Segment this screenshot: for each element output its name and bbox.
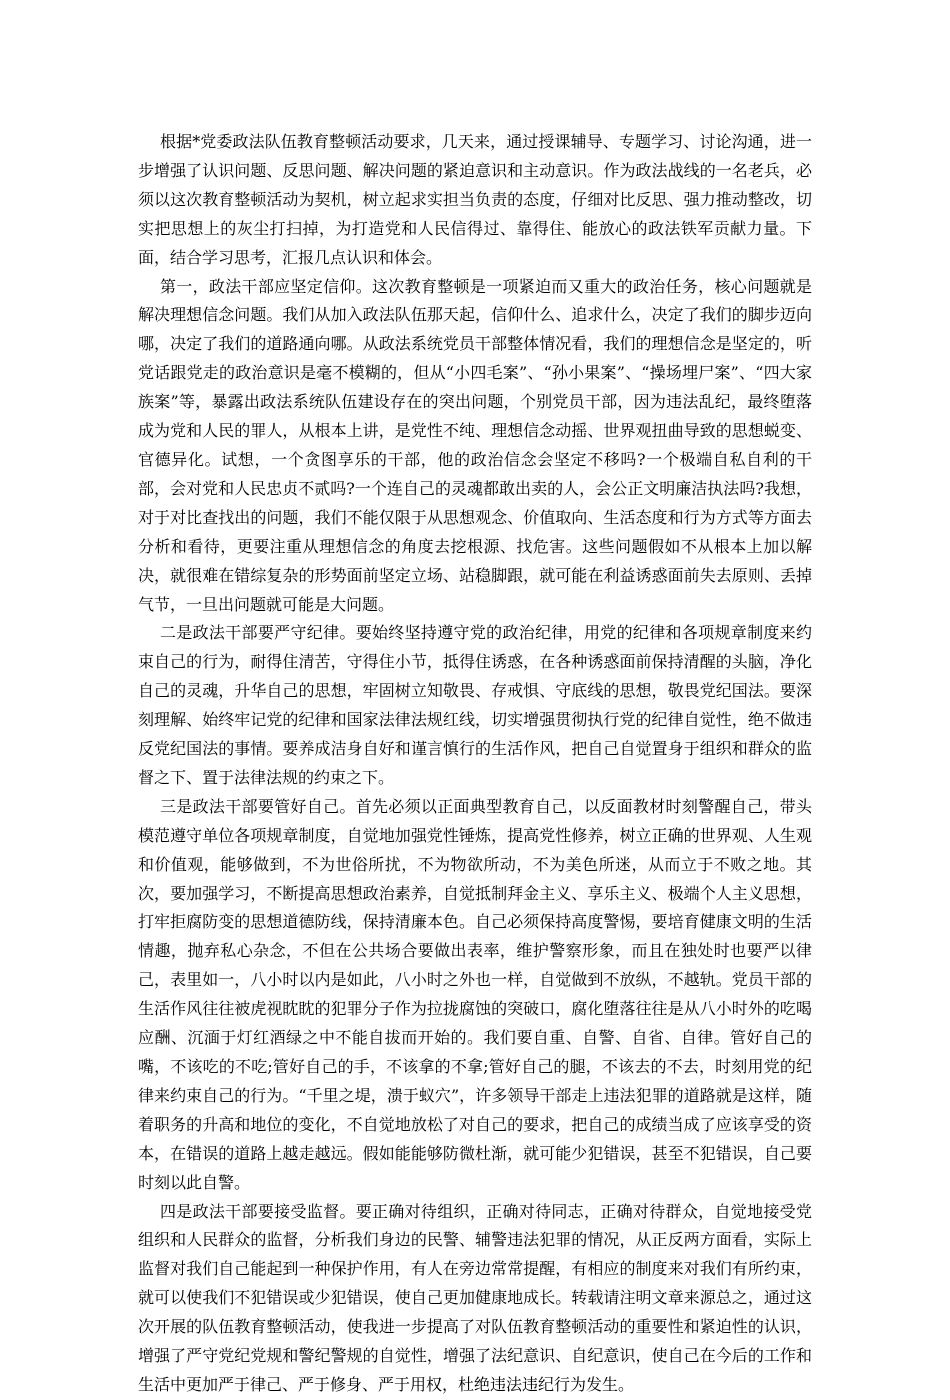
paragraph-firm-belief: 第一，政法干部应坚定信仰。这次教育整顿是一项紧迫而又重大的政治任务，核心问题就是解决理想信念问题。我们从加入政法队伍那天起，信仰什么、追求什么，决定了我们的脚步迈向哪，决定了我们的道路通向哪。从政法系统党员干部整体情况看，我们的理想信念是坚定的，听党话跟党走的政治意识是毫不模糊的，但从“小四毛案”、“孙小果案”、“操场埋尸案”、“四大家族案”等，暴露出政法系统队伍建设存在的突出问题，个别党员干部，因为违法乱纪，最终堕落成为党和人民的罪人，从根本上讲，是党性不纯、理想信念动摇、世界观扭曲导致的思想蜕变、官德异化。试想，一个贪图享乐的干部，他的政治信念会坚定不移吗?一个极端自私自利的干部，会对党和人民忠贞不贰吗?一个连自己的灵魂都敢出卖的人，会公正文明廉洁执法吗?我想，对于对比查找出的问题，我们不能仅限于从思想观念、价值取向、生活态度和行为方式等方面去分析和看待，更要注重从理想信念的角度去挖根源、找危害。这些问题假如不从根本上加以解决，就很难在错综复杂的形势面前坚定立场、站稳脚跟，就可能在利益诱惑面前失去原则、丢掉气节，一旦出问题就可能是大问题。 <box>138 276 812 614</box>
document-body <box>138 128 812 1400</box>
paragraph-intro: 根据*党委政法队伍教育整顿活动要求，几天来，通过授课辅导、专题学习、讨论沟通，进一步增强了认识问题、反思问题、解决问题的紧迫意识和主动意识。作为政法战线的一名老兵，必须以这次教育整顿活动为契机，树立起求实担当负责的态度，仔细对比反思、强力推动整改，切实把思想上的灰尘打扫掉，为打造党和人民信得过、靠得住、能放心的政法铁军贡献力量。下面，结合学习思考，汇报几点认识和体会。 <box>138 132 812 267</box>
paragraph-self-management: 三是政法干部要管好自己。首先必须以正面典型教育自己，以反面教材时刻警醒自己，带头模范遵守单位各项规章制度，自觉地加强党性锤炼，提高党性修养，树立正确的世界观、人生观和价值观，能够做到，不为世俗所扰，不为物欲所动，不为美色所迷，从而立于不败之地。其次，要加强学习，不断提高思想政治素养，自觉抵制拜金主义、享乐主义、极端个人主义思想，打牢拒腐防变的思想道德防线，保持清廉本色。自己必须保持高度警惕，要培育健康文明的生活情趣，抛弃私心杂念，不但在公共场合要做出表率，维护警察形象，而且在独处时也要严以律己，表里如一，八小时以内是如此，八小时之外也一样，自觉做到不放纵，不越轨。党员干部的生活作风往往被虎视眈眈的犯罪分子作为拉拢腐蚀的突破口，腐化堕落往往是从八小时外的吃喝应酬、沉湎于灯红酒绿之中不能自拔而开始的。我们要自重、自警、自省、自律。管好自己的嘴，不该吃的不吃;管好自己的手，不该拿的不拿;管好自己的腿，不该去的不去，时刻用党的纪律来约束自己的行为。“千里之堤，溃于蚁穴”，许多领导干部走上违法犯罪的道路就是这样，随着职务的升高和地位的变化，不自觉地放松了对自己的要求，把自己的成绩当成了应该享受的资本，在错误的道路上越走越远。假如能能够防微杜渐，就可能少犯错误，甚至不犯错误，自己要时刻以此自警。 <box>138 796 812 1192</box>
paragraph-accept-supervision: 四是政法干部要接受监督。要正确对待组织，正确对待同志，正确对待群众，自觉地接受党组织和人民群众的监督，分析我们身边的民警、辅警违法犯罪的情况，从正反两方面看，实际上监督对我们自己能起到一种保护作用，有人在旁边常常提醒，有相应的制度来对我们有所约束，就可以使我们不犯错误或少犯错误，使自己更加健康地成长。转载请注明文章来源总之，通过这次开展的队伍教育整顿活动，使我进一步提高了对队伍教育整顿活动的重要性和紧迫性的认识，增强了严守党纪党规和警纪警规的自觉性，增强了法纪意识、自纪意识，使自己在今后的工作和生活中更加严于律己、严于修身、严于用权，杜绝违法违纪行为发生。 <box>138 1201 812 1394</box>
paragraph-strict-discipline: 二是政法干部要严守纪律。要始终坚持遵守党的政治纪律，用党的纪律和各项规章制度来约束自己的行为，耐得住清苦，守得住小节，抵得住诱惑，在各种诱惑面前保持清醒的头脑，净化自己的灵魂，升华自己的思想，牢固树立知敬畏、存戒惧、守底线的思想，敬畏党纪国法。要深刻理解、始终牢记党的纪律和国家法律法规红线，切实增强贯彻执行党的纪律自觉性，绝不做违反党纪国法的事情。要养成洁身自好和谨言慎行的生活作风，把自己自觉置身于组织和群众的监督之下、置于法律法规的约束之下。 <box>138 623 812 787</box>
